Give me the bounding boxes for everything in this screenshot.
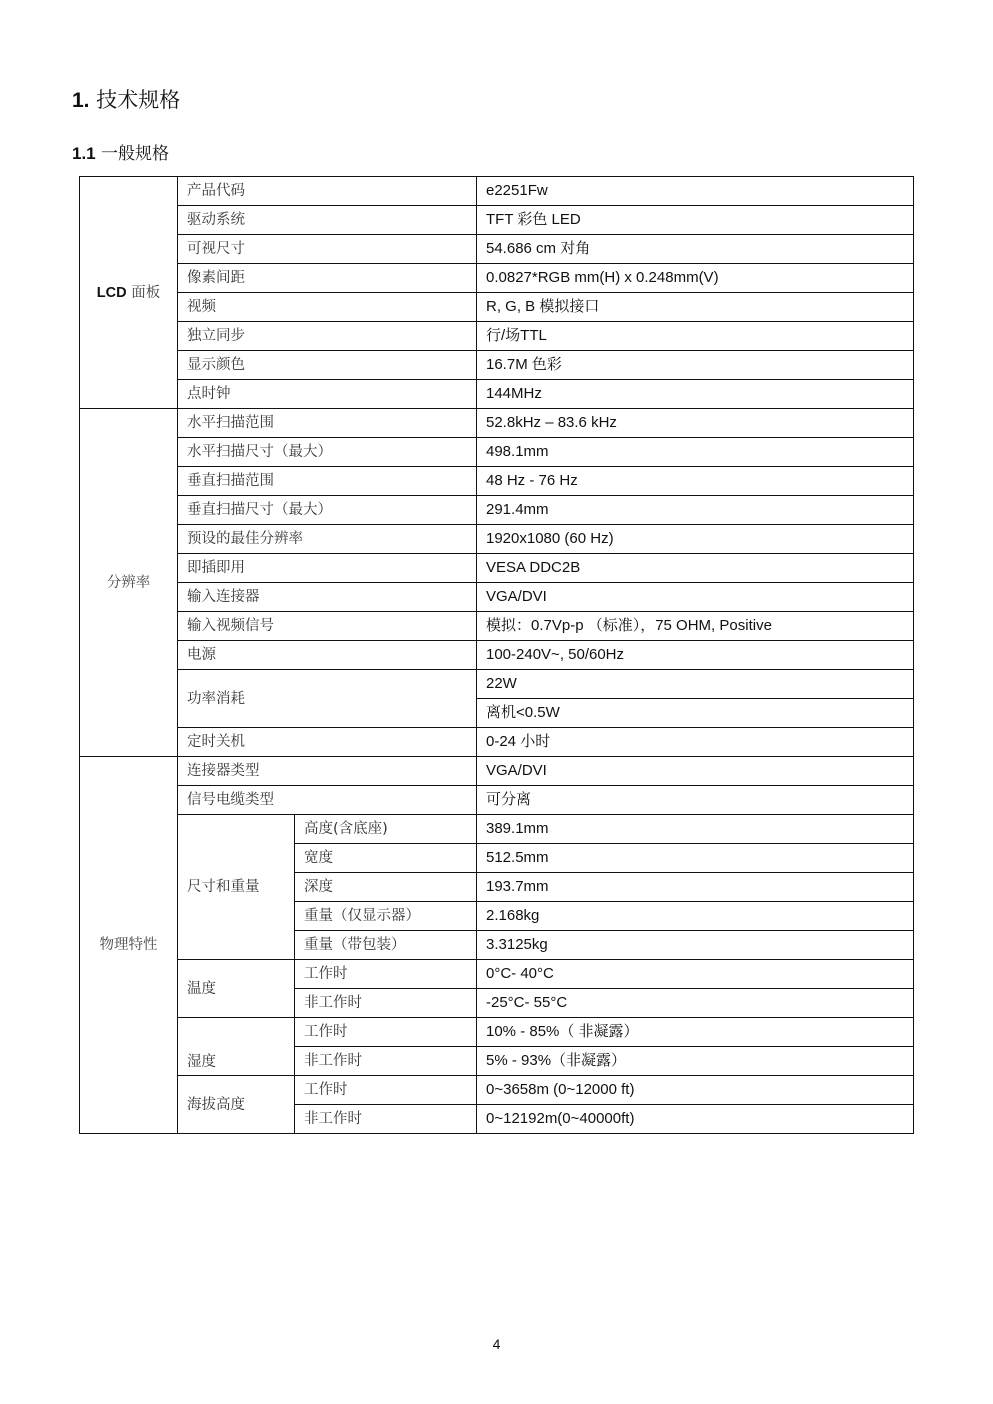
- spec-value: 54.686 cm 对角: [477, 235, 914, 264]
- table-row: [80, 786, 914, 815]
- section-heading: [72, 86, 180, 115]
- spec-group-label: 海拔高度: [178, 1076, 295, 1134]
- page-number: 4: [492, 1336, 501, 1352]
- spec-value: 144MHz: [477, 380, 914, 409]
- spec-value: 48 Hz - 76 Hz: [477, 467, 914, 496]
- table-row: [80, 757, 914, 786]
- spec-label: 垂直扫描范围: [178, 467, 477, 496]
- section-title: 技术规格: [96, 88, 181, 112]
- table-row: [80, 583, 914, 612]
- spec-value: e2251Fw: [477, 177, 914, 206]
- subsection-heading: [72, 142, 169, 166]
- spec-value: VGA/DVI: [477, 757, 914, 786]
- spec-label: 点时钟: [178, 380, 477, 409]
- spec-sublabel: 非工作时: [295, 1105, 477, 1134]
- spec-label: 视频: [178, 293, 477, 322]
- table-row: [80, 293, 914, 322]
- category-resolution: 分辨率: [80, 409, 178, 757]
- spec-label: 显示颜色: [178, 351, 477, 380]
- table-row: [80, 409, 914, 438]
- spec-value: 离机<0.5W: [477, 699, 914, 728]
- table-row: [80, 815, 914, 844]
- table-row: [80, 206, 914, 235]
- table-row: [80, 728, 914, 757]
- spec-value: 模拟：0.7Vp-p （标准），75 OHM, Positive: [477, 612, 914, 641]
- spec-value: VGA/DVI: [477, 583, 914, 612]
- spec-value: 0-24 小时: [477, 728, 914, 757]
- table-row: [80, 1018, 914, 1047]
- spec-value: -25°C- 55°C: [477, 989, 914, 1018]
- spec-sublabel: 高度(含底座): [295, 815, 477, 844]
- spec-sublabel: 宽度: [295, 844, 477, 873]
- subsection-number: 1.1: [72, 144, 96, 163]
- spec-value: 行/场TTL: [477, 322, 914, 351]
- table-row: [80, 438, 914, 467]
- table-row: [80, 177, 914, 206]
- table-row: [80, 322, 914, 351]
- spec-sublabel: 工作时: [295, 1076, 477, 1105]
- spec-value: R, G, B 模拟接口: [477, 293, 914, 322]
- spec-group-label: 湿度: [178, 1018, 295, 1076]
- spec-table: [79, 176, 914, 1134]
- table-row: [80, 960, 914, 989]
- spec-label: 功率消耗: [178, 670, 477, 728]
- spec-label: 预设的最佳分辨率: [178, 525, 477, 554]
- spec-value: 193.7mm: [477, 873, 914, 902]
- table-row: [80, 641, 914, 670]
- spec-value: 10% - 85%（ 非凝露）: [477, 1018, 914, 1047]
- table-row: [80, 467, 914, 496]
- spec-group-label: 尺寸和重量: [178, 815, 295, 960]
- spec-label: 产品代码: [178, 177, 477, 206]
- table-row: [80, 264, 914, 293]
- spec-value: 52.8kHz – 83.6 kHz: [477, 409, 914, 438]
- spec-sublabel: 深度: [295, 873, 477, 902]
- spec-label: 水平扫描尺寸（最大）: [178, 438, 477, 467]
- table-row: [80, 612, 914, 641]
- spec-value: 可分离: [477, 786, 914, 815]
- spec-label: 水平扫描范围: [178, 409, 477, 438]
- spec-label: 驱动系统: [178, 206, 477, 235]
- table-row: [80, 351, 914, 380]
- spec-value: 498.1mm: [477, 438, 914, 467]
- spec-label: 输入视频信号: [178, 612, 477, 641]
- table-row: [80, 235, 914, 264]
- spec-sublabel: 重量（仅显示器）: [295, 902, 477, 931]
- spec-sublabel: 非工作时: [295, 989, 477, 1018]
- spec-value: 0~3658m (0~12000 ft): [477, 1076, 914, 1105]
- table-row: [80, 1076, 914, 1105]
- spec-value: 22W: [477, 670, 914, 699]
- spec-value: 0°C- 40°C: [477, 960, 914, 989]
- spec-label: 即插即用: [178, 554, 477, 583]
- spec-label: 像素间距: [178, 264, 477, 293]
- spec-value: 512.5mm: [477, 844, 914, 873]
- spec-label: 连接器类型: [178, 757, 477, 786]
- spec-value: 100-240V~, 50/60Hz: [477, 641, 914, 670]
- subsection-title: 一般规格: [101, 144, 170, 164]
- spec-value: 2.168kg: [477, 902, 914, 931]
- spec-sublabel: 非工作时: [295, 1047, 477, 1076]
- table-row: [80, 554, 914, 583]
- spec-label: 可视尺寸: [178, 235, 477, 264]
- category-lcd-panel: LCD 面板: [80, 177, 178, 409]
- spec-value: 291.4mm: [477, 496, 914, 525]
- spec-label: 信号电缆类型: [178, 786, 477, 815]
- spec-sublabel: 工作时: [295, 1018, 477, 1047]
- section-number: 1.: [72, 89, 90, 112]
- spec-label: 定时关机: [178, 728, 477, 757]
- spec-label: 垂直扫描尺寸（最大）: [178, 496, 477, 525]
- spec-label: 电源: [178, 641, 477, 670]
- spec-sublabel: 工作时: [295, 960, 477, 989]
- spec-value: 3.3125kg: [477, 931, 914, 960]
- spec-value: 0~12192m(0~40000ft): [477, 1105, 914, 1134]
- spec-value: 1920x1080 (60 Hz): [477, 525, 914, 554]
- spec-sublabel: 重量（带包装）: [295, 931, 477, 960]
- spec-value: VESA DDC2B: [477, 554, 914, 583]
- spec-group-label: 温度: [178, 960, 295, 1018]
- spec-value: 0.0827*RGB mm(H) x 0.248mm(V): [477, 264, 914, 293]
- table-row: [80, 670, 914, 699]
- spec-value: 5% - 93%（非凝露）: [477, 1047, 914, 1076]
- spec-value: 16.7M 色彩: [477, 351, 914, 380]
- spec-label: 输入连接器: [178, 583, 477, 612]
- category-physical: 物理特性: [80, 757, 178, 1134]
- table-row: [80, 496, 914, 525]
- table-row: [80, 380, 914, 409]
- spec-value: TFT 彩色 LED: [477, 206, 914, 235]
- spec-value: 389.1mm: [477, 815, 914, 844]
- table-row: [80, 525, 914, 554]
- spec-label: 独立同步: [178, 322, 477, 351]
